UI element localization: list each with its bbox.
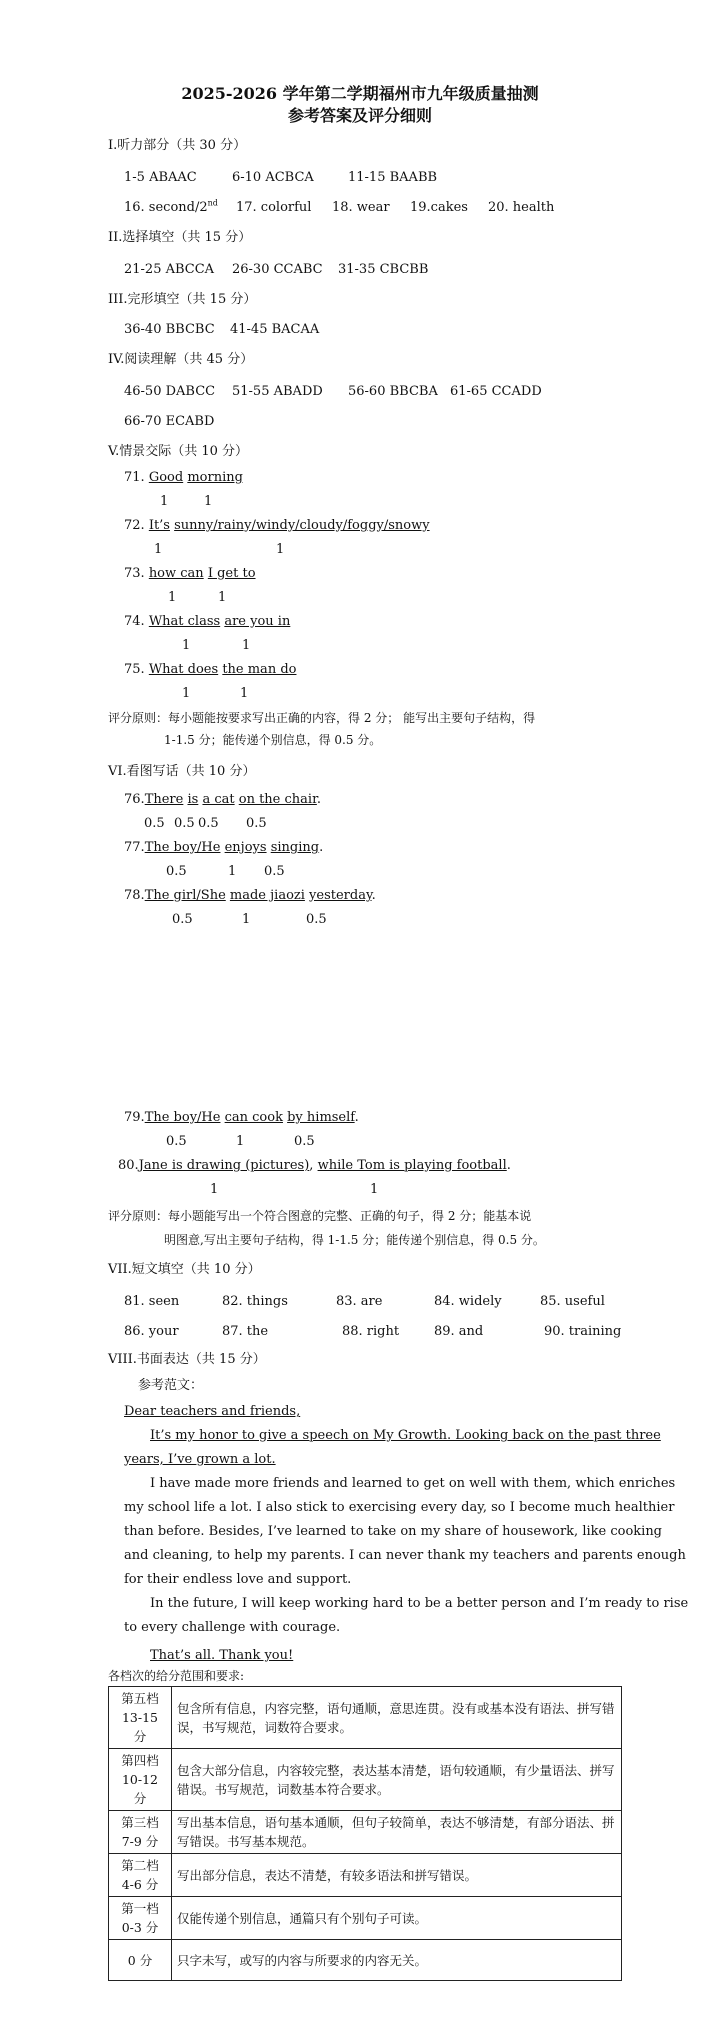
section-8-heading: VIII.书面表达（共 15 分） bbox=[108, 1352, 266, 1367]
answer-26-30: 26-30 CCABC bbox=[232, 262, 323, 277]
rubric-level: 第一档 0-3 分 bbox=[109, 1897, 172, 1940]
sample-essay-label: 参考范文： bbox=[138, 1378, 204, 1393]
answer-75: 75. What does the man do bbox=[124, 662, 297, 677]
rubric-level: 0 分 bbox=[109, 1940, 172, 1981]
rubric-row bbox=[109, 1940, 622, 1981]
answer-51-55: 51-55 ABADD bbox=[232, 384, 323, 399]
answer-74: 74. What class are you in bbox=[124, 614, 291, 629]
answer-79: 79.The boy/He can cook by himself. bbox=[124, 1110, 359, 1125]
essay-line: for their endless love and support. bbox=[124, 1572, 352, 1587]
score: 1 bbox=[168, 590, 177, 605]
essay-paragraph-1-line-2: years, I’ve grown a lot. bbox=[124, 1452, 276, 1467]
score: 1 bbox=[160, 494, 169, 509]
rubric-table bbox=[108, 1686, 622, 1981]
score: 1 bbox=[204, 494, 213, 509]
rubric-row bbox=[109, 1811, 622, 1854]
rubric-row bbox=[109, 1687, 622, 1749]
score: 0.5 bbox=[166, 864, 187, 879]
answer-11-15: 11-15 BAABB bbox=[348, 170, 438, 185]
answer-84: 84. widely bbox=[434, 1294, 502, 1309]
scoring-rule-5-line1: 评分原则：每小题能按要求写出正确的内容，得 2 分； 能写出主要句子结构，得 bbox=[108, 711, 536, 725]
rubric-description: 写出部分信息，表达不清楚，有较多语法和拼写错误。 bbox=[172, 1854, 622, 1897]
answer-19: 19.cakes bbox=[410, 200, 468, 215]
rubric-row bbox=[109, 1749, 622, 1811]
answer-83: 83. are bbox=[336, 1294, 383, 1309]
score: 1 bbox=[276, 542, 285, 557]
essay-line: I have made more friends and learned to get on well with them, which enriches bbox=[150, 1476, 676, 1491]
answer-85: 85. useful bbox=[540, 1294, 605, 1309]
score: 0.5 bbox=[144, 816, 165, 831]
answer-73: 73. how can I get to bbox=[124, 566, 256, 581]
section-2-heading: II.选择填空（共 15 分） bbox=[108, 230, 252, 245]
rubric-description: 只字未写，或写的内容与所要求的内容无关。 bbox=[172, 1940, 622, 1981]
answer-90: 90. training bbox=[544, 1324, 622, 1339]
score: 1 bbox=[242, 638, 251, 653]
answer-66-70: 66-70 ECABD bbox=[124, 414, 215, 429]
answer-78: 78.The girl/She made jiaozi yesterday. bbox=[124, 888, 376, 903]
answer-88: 88. right bbox=[342, 1324, 400, 1339]
page-subtitle: 参考答案及评分细则 bbox=[287, 106, 432, 125]
section-6-heading: VI.看图写话（共 10 分） bbox=[108, 764, 256, 779]
answer-61-65: 61-65 CCADD bbox=[450, 384, 542, 399]
essay-line: and cleaning, to help my parents. I can never thank my teachers and parents enough bbox=[124, 1548, 686, 1563]
essay-line: to every challenge with courage. bbox=[124, 1620, 341, 1635]
scoring-rule-6-line2: 明图意,写出主要句子结构，得 1-1.5 分；能传递个别信息，得 0.5 分。 bbox=[164, 1233, 545, 1247]
answer-86: 86. your bbox=[124, 1324, 179, 1339]
score: 1 bbox=[182, 638, 191, 653]
answer-16: 16. second/2nd bbox=[124, 198, 218, 215]
rubric-level: 第二档 4-6 分 bbox=[109, 1854, 172, 1897]
section-4-heading: IV.阅读理解（共 45 分） bbox=[108, 352, 254, 367]
scoring-rule-5-line2: 1-1.5 分；能传递个别信息，得 0.5 分。 bbox=[164, 733, 382, 747]
rubric-description: 仅能传递个别信息，通篇只有个别句子可读。 bbox=[172, 1897, 622, 1940]
section-7-heading: VII.短文填空（共 10 分） bbox=[108, 1262, 261, 1277]
answer-1-5: 1-5 ABAAC bbox=[124, 170, 197, 185]
score: 1 bbox=[210, 1182, 219, 1197]
answer-81: 81. seen bbox=[124, 1294, 180, 1309]
section-1-heading: I.听力部分（共 30 分） bbox=[108, 138, 247, 153]
score: 0.5 bbox=[264, 864, 285, 879]
score: 1 bbox=[236, 1134, 245, 1149]
section-3-heading: III.完形填空（共 15 分） bbox=[108, 292, 257, 307]
rubric-heading: 各档次的给分范围和要求: bbox=[108, 1669, 245, 1683]
answer-80: 80.Jane is drawing (pictures), while Tom is playing football. bbox=[118, 1158, 511, 1173]
answer-41-45: 41-45 BACAA bbox=[230, 322, 320, 337]
answer-18: 18. wear bbox=[332, 200, 390, 215]
essay-paragraph-1-line-1: It’s my honor to give a speech on My Growth. Looking back on the past three bbox=[150, 1428, 661, 1443]
rubric-level: 第三档 7-9 分 bbox=[109, 1811, 172, 1854]
essay-greeting: Dear teachers and friends, bbox=[124, 1404, 301, 1419]
essay-line: my school life a lot. I also stick to exercising every day, so I become much healthier bbox=[124, 1500, 675, 1515]
section-5-heading: V.情景交际（共 10 分） bbox=[108, 444, 249, 459]
essay-line: than before. Besides, I’ve learned to take on my share of housework, like cooking bbox=[124, 1524, 663, 1539]
score: 1 bbox=[240, 686, 249, 701]
essay-line: In the future, I will keep working hard to be a better person and I’m ready to rise bbox=[150, 1596, 689, 1611]
rubric-level: 第五档 13-15 分 bbox=[109, 1687, 172, 1749]
answer-21-25: 21-25 ABCCA bbox=[124, 262, 215, 277]
answer-82: 82. things bbox=[222, 1294, 288, 1309]
score: 1 bbox=[182, 686, 191, 701]
score: 1 bbox=[218, 590, 227, 605]
answer-77: 77.The boy/He enjoys singing. bbox=[124, 840, 324, 855]
answer-87: 87. the bbox=[222, 1324, 269, 1339]
rubric-level: 第四档 10-12 分 bbox=[109, 1749, 172, 1811]
score: 0.5 bbox=[166, 1134, 187, 1149]
answer-89: 89. and bbox=[434, 1324, 484, 1339]
score: 0.5 bbox=[294, 1134, 315, 1149]
score: 0.5 bbox=[174, 816, 195, 831]
score: 1 bbox=[242, 912, 251, 927]
score: 0.5 bbox=[198, 816, 219, 831]
answer-31-35: 31-35 CBCBB bbox=[338, 262, 429, 277]
score: 0.5 bbox=[172, 912, 193, 927]
page-title: 2025-2026 学年第二学期福州市九年级质量抽测 bbox=[181, 84, 539, 103]
score: 0.5 bbox=[306, 912, 327, 927]
rubric-description: 写出基本信息，语句基本通顺，但句子较简单，表达不够清楚，有部分语法、拼写错误。书写基本规范。 bbox=[172, 1811, 622, 1854]
answer-72: 72. It’s sunny/rainy/windy/cloudy/foggy/snowy bbox=[124, 518, 430, 533]
rubric-row bbox=[109, 1897, 622, 1940]
answer-20: 20. health bbox=[488, 200, 555, 215]
rubric-description: 包含所有信息，内容完整，语句通顺，意思连贯。没有或基本没有语法、拼写错误，书写规范，词数符合要求。 bbox=[172, 1687, 622, 1749]
answer-56-60: 56-60 BBCBA bbox=[348, 384, 438, 399]
scoring-rule-6-line1: 评分原则：每小题能写出一个符合图意的完整、正确的句子，得 2 分；能基本说 bbox=[108, 1209, 532, 1223]
answer-36-40: 36-40 BBCBC bbox=[124, 322, 215, 337]
rubric-description: 包含大部分信息，内容较完整，表达基本清楚，语句较通顺，有少量语法、拼写错误。书写规范，词数基本符合要求。 bbox=[172, 1749, 622, 1811]
answer-76: 76.There is a cat on the chair. bbox=[124, 792, 321, 807]
score: 0.5 bbox=[246, 816, 267, 831]
score: 1 bbox=[228, 864, 237, 879]
answer-71: 71. Good morning bbox=[124, 470, 243, 485]
answer-6-10: 6-10 ACBCA bbox=[232, 170, 314, 185]
score: 1 bbox=[154, 542, 163, 557]
answer-46-50: 46-50 DABCC bbox=[124, 384, 216, 399]
essay-closing: That’s all. Thank you! bbox=[150, 1648, 294, 1663]
answer-17: 17. colorful bbox=[236, 200, 312, 215]
rubric-row bbox=[109, 1854, 622, 1897]
score: 1 bbox=[370, 1182, 379, 1197]
